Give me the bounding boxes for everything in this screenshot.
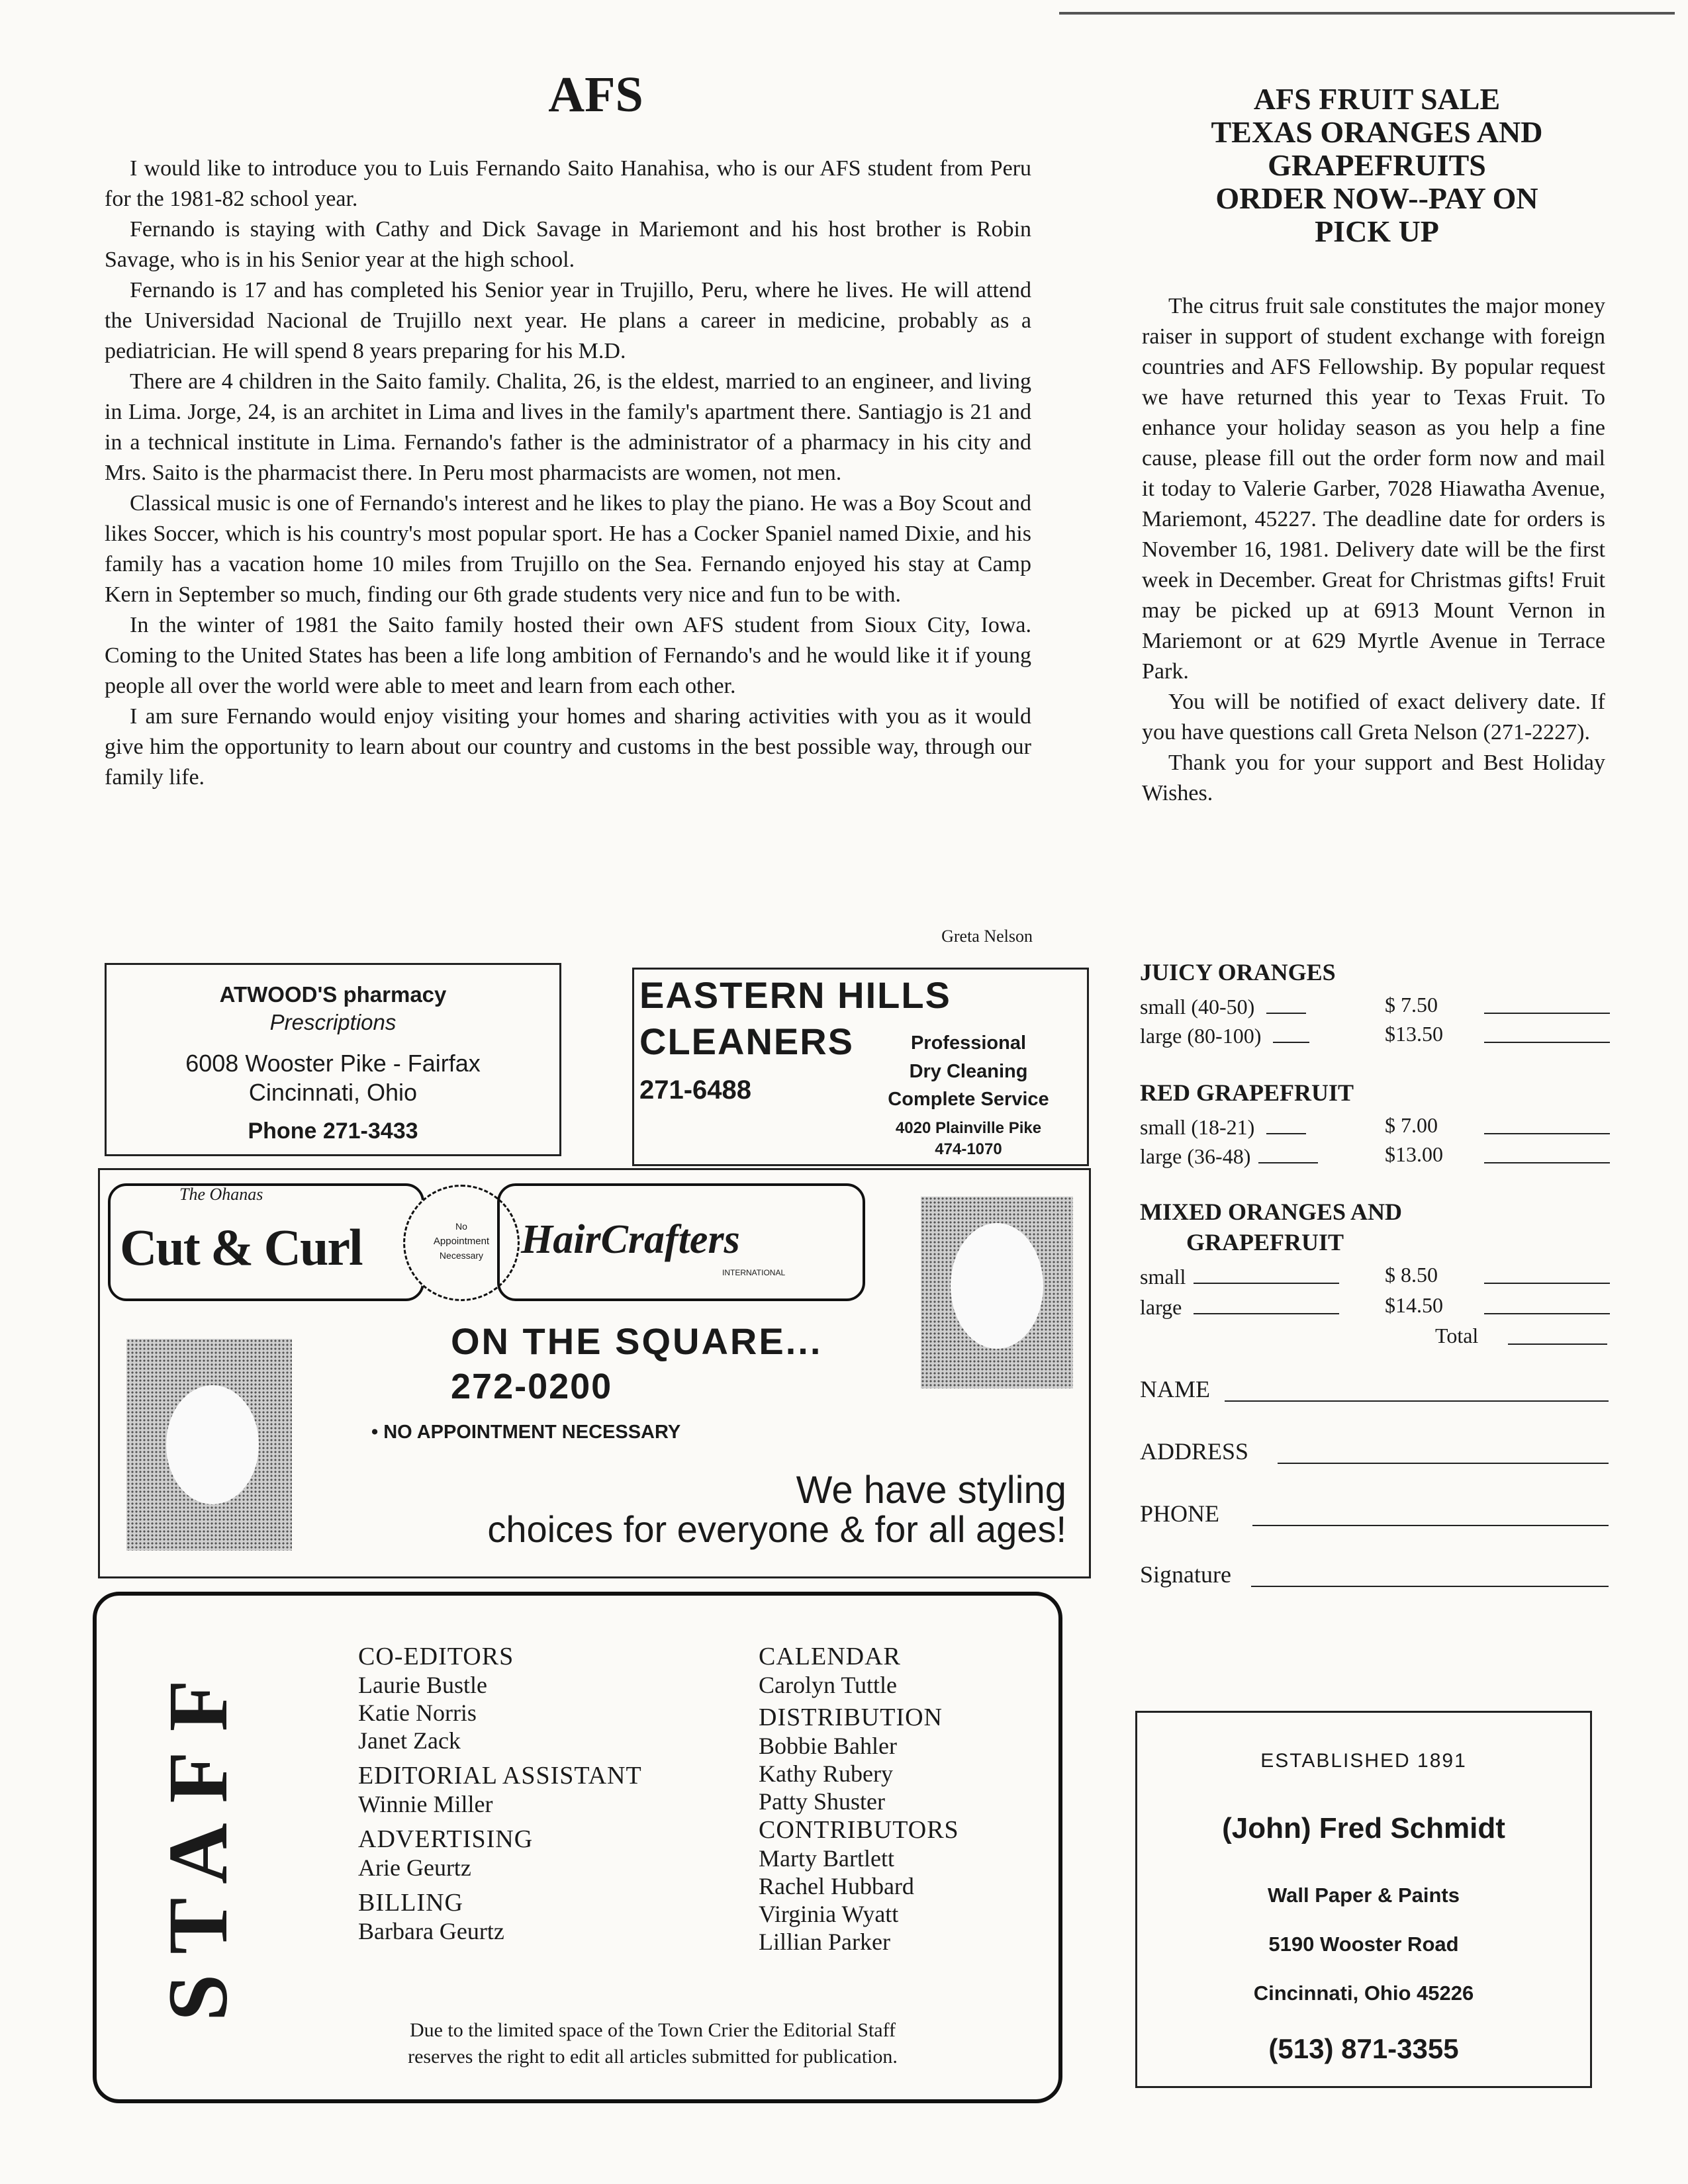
mixed-large-price: $14.50 [1385, 1293, 1443, 1317]
title-line: AFS FRUIT SALE [1253, 82, 1501, 116]
fruit-paragraph: You will be notified of exact delivery date. If you have questions call Greta Nelson (271-2227). [1142, 690, 1605, 745]
red-large-price: $13.00 [1385, 1142, 1443, 1166]
haircrafters-international: INTERNATIONAL [722, 1268, 786, 1277]
mixed-small-qty[interactable] [1194, 1263, 1339, 1284]
staff-name: Lillian Parker [759, 1929, 890, 1955]
staff-right-column [759, 1642, 1050, 1956]
staff-name: Rachel Hubbard [759, 1873, 914, 1899]
stylist-photo-man [921, 1197, 1073, 1388]
staff-name: Laurie Bustle [358, 1672, 487, 1698]
role-billing: BILLING [358, 1889, 463, 1917]
afs-paragraph: Fernando is 17 and has completed his Senior year in Trujillo, Peru, where he lives. He will attend the Universidad Nacional de Trujillo next year. He plans a career in medicine, probably as a pediatrician. He will spend 8 years preparing for his M.D. [105, 278, 1031, 363]
fruit-sale-title [1125, 83, 1628, 248]
juicy-large-qty[interactable] [1273, 1022, 1309, 1043]
afs-signature: Greta Nelson [941, 927, 1033, 946]
eastern-phone: 271-6488 [639, 1075, 752, 1105]
juicy-large-price: $13.50 [1385, 1022, 1443, 1046]
role-advertising: ADVERTISING [358, 1825, 534, 1853]
red-small-row [1140, 1113, 1630, 1144]
staff-name: Virginia Wyatt [759, 1901, 899, 1927]
badge-line-3: Necessary [439, 1250, 484, 1261]
staff-name: Carolyn Tuttle [759, 1672, 898, 1698]
afs-article-body [105, 154, 1031, 793]
atwoods-address-1: 6008 Wooster Pike - Fairfax [185, 1050, 481, 1077]
mixed-heading-1: MIXED ORANGES AND [1140, 1199, 1403, 1225]
red-large-label: large (36-48) [1140, 1144, 1251, 1168]
address-label: ADDRESS [1140, 1438, 1249, 1465]
cut-curl-phone: 272-0200 [451, 1367, 613, 1406]
staff-name: Barbara Geurtz [358, 1918, 504, 1944]
role-editorial-assistant: EDITORIAL ASSISTANT [358, 1762, 642, 1790]
red-large-amount[interactable] [1484, 1142, 1610, 1163]
red-small-qty[interactable] [1266, 1113, 1306, 1134]
afs-paragraph: In the winter of 1981 the Saito family hosted their own AFS student from Sioux City, Iowa. Coming to the United States has been a life long ambition of Fernando's and he would like it if young people all over the world were able to meet and learn from each other. [105, 613, 1031, 698]
juicy-heading: JUICY ORANGES [1140, 959, 1336, 985]
atwoods-ad [105, 963, 561, 1156]
order-form [1140, 958, 1630, 1620]
face-shape [951, 1223, 1043, 1349]
mixed-heading-2: GRAPEFRUIT [1186, 1229, 1344, 1255]
fruit-paragraph: Thank you for your support and Best Holiday Wishes. [1142, 751, 1605, 805]
title-line: PICK UP [1315, 214, 1439, 248]
atwoods-phone: Phone 271-3433 [248, 1118, 418, 1144]
staff-vertical-title: STAFF [151, 1660, 245, 2021]
red-small-amount[interactable] [1484, 1113, 1610, 1134]
eastern-tag-1: Professional [910, 1032, 1027, 1054]
cut-and-curl-ad [98, 1168, 1091, 1578]
schmidt-phone: (513) 871-3355 [1268, 2033, 1459, 2064]
juicy-small-row [1140, 993, 1630, 1023]
eastern-line-2: CLEANERS [639, 1021, 855, 1062]
staff-name: Winnie Miller [358, 1791, 493, 1817]
staff-name: Janet Zack [358, 1727, 461, 1754]
staff-box [93, 1592, 1062, 2103]
badge-line-1: No [455, 1221, 467, 1232]
fruit-paragraph: The citrus fruit sale constitutes the major money raiser in support of student exchange with foreign countries and AFS Fellowship. By popular request we have returned this year to Texas Fruit. To enhance your holiday season as you help a fine cause, please fill out the order form now and mail it today to Valerie Garber, 7028 Hiawatha Avenue, Mariemont, 45227. The deadline date for orders is November 16, 1981. Delivery date will be the first week in December. Great for Christmas gifts! Fruit may be picked up at 6913 Mount Vernon in Mariemont or at 629 Myrtle Avenue in Terrace Park. [1142, 294, 1605, 684]
staff-name: Arie Geurtz [358, 1854, 471, 1881]
mixed-large-label: large [1140, 1295, 1182, 1319]
total-row [1140, 1324, 1630, 1354]
red-small-label: small (18-21) [1140, 1115, 1255, 1139]
atwoods-address-2: Cincinnati, Ohio [248, 1079, 418, 1106]
eastern-tag-2: Dry Cleaning [909, 1061, 1028, 1082]
staff-name: Marty Bartlett [759, 1845, 894, 1872]
staff-name: Katie Norris [358, 1700, 477, 1726]
red-large-qty[interactable] [1258, 1142, 1318, 1163]
eastern-tag-3: Complete Service [888, 1089, 1049, 1110]
mixed-small-row [1140, 1263, 1630, 1293]
title-line: GRAPEFRUITS [1268, 148, 1486, 182]
fruit-sale-body [1142, 291, 1605, 809]
eastern-line-1: EASTERN HILLS [639, 974, 951, 1016]
eastern-phone-2: 474-1070 [935, 1140, 1002, 1158]
afs-title: AFS [548, 67, 643, 122]
eastern-hills-ad [632, 968, 1089, 1166]
schmidt-ad [1135, 1711, 1592, 2088]
phone-label: PHONE [1140, 1500, 1220, 1527]
total-amount[interactable] [1508, 1324, 1607, 1345]
juicy-large-amount[interactable] [1484, 1022, 1610, 1043]
slogan-line-2: choices for everyone & for all ages! [487, 1508, 1066, 1550]
address-field[interactable] [1278, 1461, 1609, 1464]
mixed-large-amount[interactable] [1484, 1293, 1610, 1314]
name-label: NAME [1140, 1376, 1210, 1402]
face-shape [166, 1385, 259, 1504]
juicy-small-label: small (40-50) [1140, 995, 1255, 1019]
cut-curl-name: Cut & Curl [120, 1218, 362, 1276]
haircrafters-name: HairCrafters [521, 1217, 740, 1262]
title-line: TEXAS ORANGES AND [1211, 115, 1543, 149]
schmidt-name: (John) Fred Schmidt [1222, 1812, 1505, 1844]
slogan-line-1: We have styling [796, 1469, 1066, 1512]
schmidt-line-1: Wall Paper & Paints [1268, 1884, 1460, 1907]
role-distribution: DISTRIBUTION [759, 1704, 943, 1731]
top-edge-rule [1059, 12, 1675, 15]
name-field[interactable] [1225, 1399, 1609, 1402]
mixed-large-row [1140, 1293, 1630, 1324]
afs-paragraph: Fernando is staying with Cathy and Dick Savage in Mariemont and his host brother is Robin Savage, who is in his Senior year at the high school. [105, 217, 1031, 272]
total-label: Total [1435, 1324, 1479, 1347]
mixed-small-amount[interactable] [1484, 1263, 1610, 1284]
juicy-large-label: large (80-100) [1140, 1024, 1262, 1048]
schmidt-line-3: Cincinnati, Ohio 45226 [1253, 1981, 1474, 2005]
staff-notice-1: Due to the limited space of the Town Crier the Editorial Staff [409, 2019, 896, 2041]
role-co-editors: CO-EDITORS [358, 1643, 514, 1670]
no-appointment-bullet: • NO APPOINTMENT NECESSARY [371, 1422, 681, 1443]
mixed-large-qty[interactable] [1194, 1293, 1339, 1314]
staff-name: Patty Shuster [759, 1788, 886, 1815]
staff-name: Kathy Rubery [759, 1760, 893, 1787]
mixed-small-label: small [1140, 1265, 1186, 1289]
role-contributors: CONTRIBUTORS [759, 1816, 959, 1844]
afs-paragraph: Classical music is one of Fernando's interest and he likes to play the piano. He was a Boy Scout and likes Soccer, which is his country's most popular sport. He has a Cocker Spaniel named Dixie, and his family has a vacation home 10 miles from Trujillo on the Sea. Fernando enjoyed his stay at Camp Kern in September so much, finding our 6th grade students very nice and fun to be with. [105, 491, 1031, 607]
juicy-small-amount[interactable] [1484, 993, 1610, 1014]
badge-line-2: Appointment [433, 1236, 490, 1247]
title-line: ORDER NOW--PAY ON [1215, 181, 1538, 215]
role-calendar: CALENDAR [759, 1643, 901, 1670]
juicy-small-price: $ 7.50 [1385, 993, 1438, 1017]
mixed-small-price: $ 8.50 [1385, 1263, 1438, 1287]
atwoods-subtitle: Prescriptions [269, 1010, 397, 1034]
red-large-row [1140, 1142, 1630, 1173]
red-small-price: $ 7.00 [1385, 1113, 1438, 1137]
afs-paragraph: I am sure Fernando would enjoy visiting your homes and sharing activities with you as it would give him the opportunity to learn about our country and customs in the best possible way, through our family life. [105, 704, 1031, 790]
stylist-photo-woman [126, 1339, 292, 1551]
staff-notice-2: reserves the right to edit all articles submitted for publication. [408, 2046, 898, 2068]
juicy-small-qty[interactable] [1266, 993, 1306, 1014]
afs-paragraph: I would like to introduce you to Luis Fernando Saito Hanahisa, who is our AFS student from Peru for the 1981-82 school year. [105, 156, 1031, 211]
atwoods-name: ATWOOD'S pharmacy [219, 982, 447, 1007]
schmidt-established: ESTABLISHED 1891 [1260, 1750, 1467, 1772]
staff-name: Bobbie Bahler [759, 1733, 897, 1759]
afs-paragraph: There are 4 children in the Saito family. Chalita, 26, is the eldest, married to an engineer, and living in Lima. Jorge, 24, is an architet in Lima and lives in the family's apartment there. Santiagjo is 21 and in a technical institute in Lima. Fernando's father is the administrator of a pharmacy in his city and Mrs. Saito is the pharmacist there. In Peru most pharmacists are women, not men. [105, 369, 1031, 485]
signature-label: Signature [1140, 1561, 1231, 1588]
cut-curl-script: The Ohanas [179, 1185, 263, 1204]
on-the-square: ON THE SQUARE... [451, 1320, 823, 1362]
schmidt-line-2: 5190 Wooster Road [1268, 1933, 1459, 1956]
red-heading: RED GRAPEFRUIT [1140, 1079, 1354, 1106]
eastern-address: 4020 Plainville Pike [895, 1119, 1042, 1137]
signature-field[interactable] [1251, 1584, 1609, 1587]
juicy-large-row [1140, 1022, 1630, 1052]
phone-field[interactable] [1252, 1524, 1609, 1526]
staff-left-column [358, 1642, 729, 1945]
